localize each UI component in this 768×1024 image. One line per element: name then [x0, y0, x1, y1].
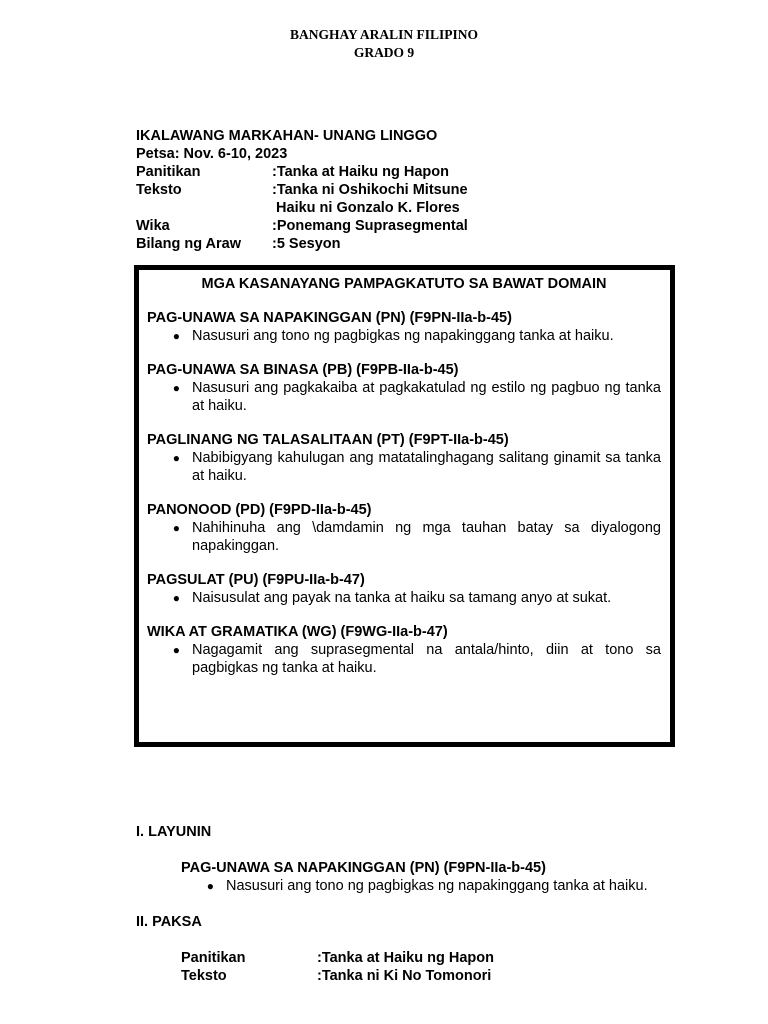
- info-value: :Tanka at Haiku ng Hapon: [272, 164, 449, 180]
- document-header: [0, 26, 768, 62]
- bullet-text: Naisusulat ang payak na tanka at haiku sa tamang anyo at sukat.: [192, 590, 612, 606]
- bullet-text: Nasusuri ang tono ng pagbigkas ng napakinggang tanka at haiku.: [226, 878, 648, 894]
- domain-heading: PAGSULAT (PU) (F9PU-IIa-b-47): [147, 572, 365, 588]
- domain-heading: PAG-UNAWA SA BINASA (PB) (F9PB-IIa-b-45): [147, 362, 459, 378]
- bullet-icon: ●: [172, 451, 180, 465]
- paksa-row: [181, 967, 494, 985]
- list-item: [181, 877, 701, 895]
- info-key: Wika: [136, 218, 170, 234]
- list-item: [147, 519, 661, 555]
- info-row: [136, 163, 468, 181]
- bullet-text: Nasusuri ang pagkakaiba at pagkakatulad ng estilo ng pagbuo ng tanka at haiku.: [192, 380, 661, 414]
- competencies-box: [134, 265, 675, 747]
- bullet-text: Nabibigyang kahulugan ang matatalinghagang salitang ginamit sa tanka at haiku.: [192, 450, 661, 484]
- box-title: MGA KASANAYANG PAMPAGKATUTO SA BAWAT DOMAIN: [201, 276, 607, 292]
- info-value: :5 Sesyon: [272, 236, 341, 252]
- list-item: [147, 379, 661, 415]
- lesson-info: [136, 127, 468, 253]
- list-item: [147, 641, 661, 677]
- bullet-icon: ●: [172, 521, 180, 535]
- paksa-row: [181, 949, 494, 967]
- domain-section: [147, 309, 661, 345]
- list-item: [147, 449, 661, 485]
- bullet-text: Nagagamit ang suprasegmental na antala/hinto, diin at tono sa pagbigkas ng tanka at haiku.: [192, 642, 661, 676]
- quarter-line: IKALAWANG MARKAHAN- UNANG LINGGO: [136, 128, 438, 144]
- bullet-icon: ●: [172, 643, 180, 657]
- domain-section: [147, 571, 661, 607]
- layunin-heading: PAG-UNAWA SA NAPAKINGGAN (PN) (F9PN-IIa-b-45): [181, 860, 546, 876]
- info-key: [136, 199, 272, 217]
- header-grade: GRADO 9: [353, 45, 415, 60]
- info-row: [136, 217, 468, 235]
- bullet-text: Nasusuri ang tono ng pagbigkas ng napakinggang tanka at haiku.: [192, 328, 614, 344]
- info-key: Teksto: [136, 182, 182, 198]
- domain-heading: PANONOOD (PD) (F9PD-IIa-b-45): [147, 502, 372, 518]
- domain-section: [147, 431, 661, 485]
- date-line: Petsa: Nov. 6-10, 2023: [136, 146, 288, 162]
- paksa-key: Panitikan: [181, 950, 246, 966]
- info-row: [136, 235, 468, 253]
- list-item: [147, 589, 661, 607]
- bullet-icon: ●: [206, 879, 214, 893]
- info-value: :Tanka ni Oshikochi Mitsune: [272, 182, 468, 198]
- info-value: :Ponemang Suprasegmental: [272, 218, 468, 234]
- bullet-text: Nahihinuha ang \damdamin ng mga tauhan batay sa diyalogong napakinggan.: [192, 520, 661, 554]
- list-item: [147, 327, 661, 345]
- layunin-list: [181, 877, 701, 895]
- domain-heading: WIKA AT GRAMATIKA (WG) (F9WG-IIa-b-47): [147, 624, 448, 640]
- paksa-title: II. PAKSA: [136, 914, 202, 930]
- domain-heading: PAG-UNAWA SA NAPAKINGGAN (PN) (F9PN-IIa-b-45): [147, 310, 512, 326]
- domain-section: [147, 501, 661, 555]
- paksa-value: :Tanka ni Ki No Tomonori: [317, 968, 492, 984]
- domain-section: [147, 623, 661, 677]
- info-key: Bilang ng Araw: [136, 236, 241, 252]
- layunin-title: I. LAYUNIN: [136, 824, 212, 840]
- info-value: Haiku ni Gonzalo K. Flores: [272, 200, 460, 216]
- domain-section: [147, 361, 661, 415]
- info-row: [136, 181, 468, 199]
- info-row: [136, 199, 468, 217]
- bullet-icon: ●: [172, 381, 180, 395]
- bullet-icon: ●: [172, 591, 180, 605]
- bullet-icon: ●: [172, 329, 180, 343]
- paksa-value: :Tanka at Haiku ng Hapon: [317, 950, 494, 966]
- domain-heading: PAGLINANG NG TALASALITAAN (PT) (F9PT-IIa-b-45): [147, 432, 509, 448]
- info-key: Panitikan: [136, 164, 201, 180]
- paksa-list: [181, 949, 494, 985]
- paksa-key: Teksto: [181, 968, 227, 984]
- header-title: BANGHAY ARALIN FILIPINO: [289, 27, 479, 42]
